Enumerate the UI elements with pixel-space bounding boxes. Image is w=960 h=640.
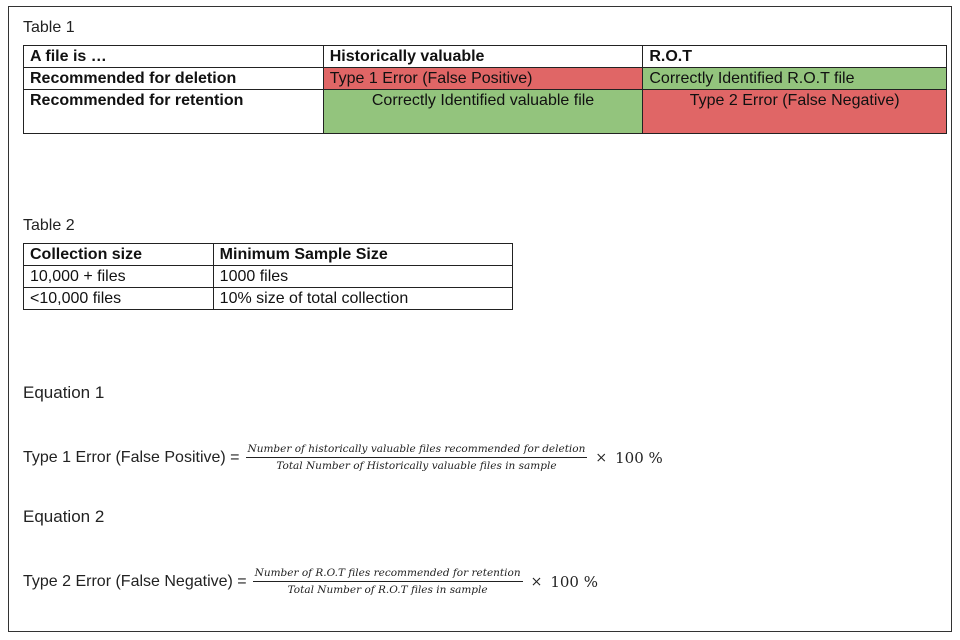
equation1-numerator: Number of historically valuable files recommended for deletion: [246, 443, 588, 458]
equation2-lhs: Type 2 Error (False Negative) =: [23, 572, 247, 590]
table-row: [24, 266, 513, 288]
equation2-caption: Equation 2: [23, 507, 105, 526]
cell-correct-rot: Correctly Identified R.O.T file: [643, 68, 947, 90]
equation1-times: ×: [595, 449, 608, 466]
sample-size-cell: 1000 files: [213, 266, 512, 288]
equation1-factor: 100 %: [615, 448, 663, 467]
table1-caption: Table 1: [23, 19, 75, 36]
cell-type1-error: Type 1 Error (False Positive): [323, 68, 643, 90]
table1-header-rot: R.O.T: [643, 46, 947, 68]
equation1-lhs: Type 1 Error (False Positive) =: [23, 448, 240, 466]
equation2-times: ×: [530, 573, 543, 590]
table1-header-row: [24, 46, 947, 68]
table1-row-retention: [24, 90, 947, 134]
sample-size-cell: 10% size of total collection: [213, 288, 512, 310]
equation2-denominator: Total Number of R.O.T files in sample: [287, 584, 488, 596]
equation1-caption: Equation 1: [23, 383, 105, 402]
equation1-fraction: [246, 443, 588, 472]
table2-header-row: [24, 244, 513, 266]
table1-row-deletion: [24, 68, 947, 90]
collection-size-cell: 10,000 + files: [24, 266, 214, 288]
cell-type2-error: Type 2 Error (False Negative): [643, 90, 947, 134]
table1: [23, 45, 947, 134]
equation2-fraction: [253, 567, 523, 596]
row-label-deletion: Recommended for deletion: [24, 68, 324, 90]
equation1-denominator: Total Number of Historically valuable files in sample: [276, 460, 557, 472]
equation2-numerator: Number of R.O.T files recommended for retention: [253, 567, 523, 582]
table2-header-sample: Minimum Sample Size: [213, 244, 512, 266]
collection-size-cell: <10,000 files: [24, 288, 214, 310]
table1-header-label: A file is …: [24, 46, 324, 68]
equation2-factor: 100 %: [550, 572, 598, 591]
equation2: [23, 567, 598, 596]
document-frame: [8, 6, 952, 632]
table2-caption: Table 2: [23, 217, 75, 234]
table1-header-valuable: Historically valuable: [323, 46, 643, 68]
row-label-retention: Recommended for retention: [24, 90, 324, 134]
cell-correct-valuable: Correctly Identified valuable file: [323, 90, 643, 134]
table-row: [24, 288, 513, 310]
table2: [23, 243, 513, 310]
equation1: [23, 443, 663, 472]
table2-header-size: Collection size: [24, 244, 214, 266]
